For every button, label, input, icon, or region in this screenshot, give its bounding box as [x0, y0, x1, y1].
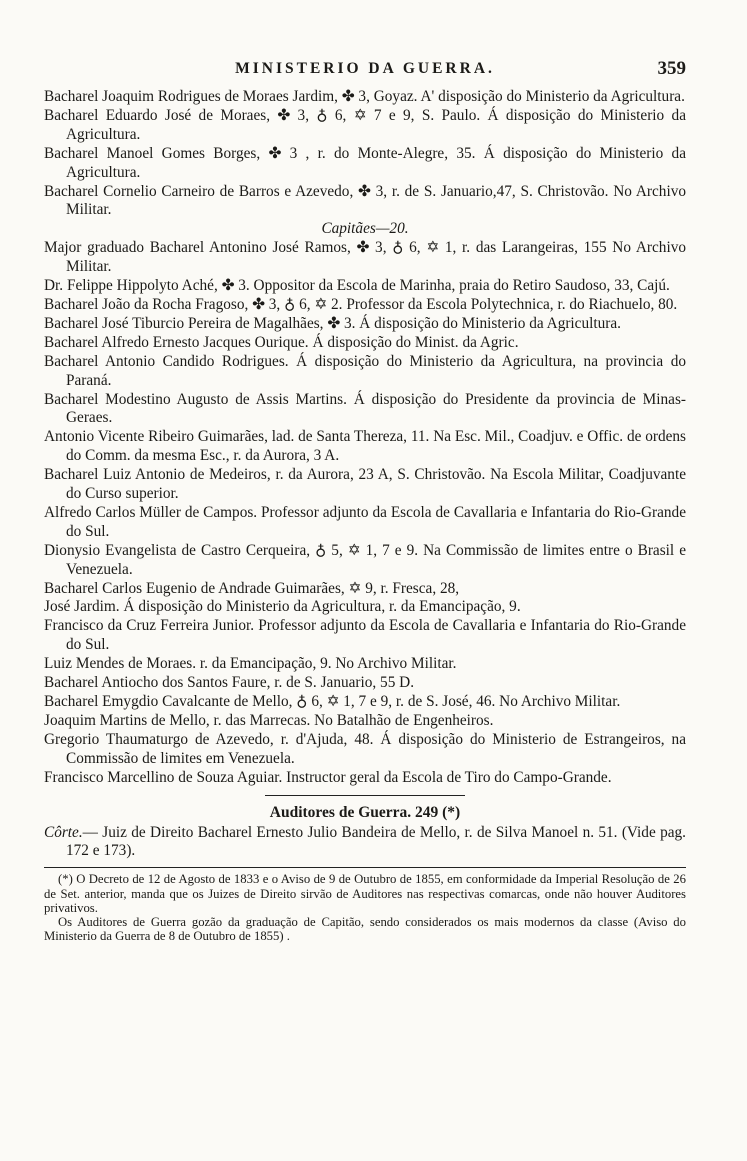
page-number: 359	[657, 58, 686, 79]
list-item: José Jardim. Á disposição do Ministerio da Agricultura, r. da Emancipação, 9.	[44, 598, 521, 616]
list-item: Gregorio Thaumaturgo de Azevedo, r. d'Ajuda, 48. Á disposição do Ministerio de Estrangeiros, na Commissão de limites em Venezuela.	[44, 730, 686, 767]
entries-list	[44, 88, 686, 788]
list-item: Bacharel Eduardo José de Moraes, ✤ 3, ♁ 6, ✡ 7 e 9, S. Paulo. Á disposição do Ministerio da Agricultura.	[44, 106, 686, 143]
footnote-paragraph-2: Os Auditores de Guerra gozão da graduação de Capitão, sendo considerados os mais modernos da classe (Aviso do Ministerio da Guerra de 8 de Outubro de 1855) .	[44, 914, 686, 944]
list-item: Joaquim Martins de Mello, r. das Marrecas. No Batalhão de Engenheiros.	[44, 711, 494, 729]
list-item: Bacharel Carlos Eugenio de Andrade Guimarães, ✡ 9, r. Fresca, 28,	[44, 579, 460, 597]
list-item: Bacharel Antonio Candido Rodrigues. Á disposição do Ministerio da Agricultura, na provincia do Paraná.	[44, 352, 686, 389]
list-item: Dr. Felippe Hippolyto Aché, ✤ 3. Oppositor da Escola de Marinha, praia do Retiro Saudoso, 33, Cajú.	[44, 277, 670, 295]
list-item: Luiz Mendes de Moraes. r. da Emancipação, 9. No Archivo Militar.	[44, 655, 457, 673]
page-header	[44, 58, 686, 88]
footnote	[44, 872, 686, 943]
list-item: Bacharel Modestino Augusto de Assis Martins. Á disposição do Presidente da provincia de Minas-Geraes.	[44, 390, 686, 427]
list-item: Bacharel Antiocho dos Santos Faure, r. de S. Januario, 55 D.	[44, 674, 415, 692]
document-page	[44, 58, 686, 943]
list-item: Alfredo Carlos Müller de Campos. Professor adjunto da Escola de Cavallaria e Infantaria do Rio-Grande do Sul.	[44, 503, 686, 540]
list-item: Bacharel João da Rocha Fragoso, ✤ 3, ♁ 6, ✡ 2. Professor da Escola Polytechnica, r. do Riachuelo, 80.	[44, 295, 678, 313]
list-item: Major graduado Bacharel Antonino José Ramos, ✤ 3, ♁ 6, ✡ 1, r. das Larangeiras, 155 No Archivo Militar.	[44, 239, 686, 276]
list-item: Bacharel Alfredo Ernesto Jacques Ourique. Á disposição do Minist. da Agric.	[44, 333, 519, 351]
page-title: MINISTERIO DA GUERRA.	[235, 60, 495, 77]
captain-entries	[44, 239, 686, 787]
top-entries	[44, 88, 686, 220]
auditors-heading: Auditores de Guerra. 249 (*)	[269, 803, 461, 821]
list-item: Bacharel Luiz Antonio de Medeiros, r. da Aurora, 23 A, S. Christovão. Na Escola Militar, Coadjuvante do Curso superior.	[44, 466, 686, 503]
list-item: Bacharel Manoel Gomes Borges, ✤ 3 , r. do Monte-Alegre, 35. Á disposição do Ministerio da Agricultura.	[44, 144, 686, 181]
footnote-divider	[44, 867, 686, 868]
list-item: Bacharel José Tiburcio Pereira de Magalhães, ✤ 3. Á disposição do Ministerio da Agricultura.	[44, 314, 621, 332]
list-item: Bacharel Cornelio Carneiro de Barros e Azevedo, ✤ 3, r. de S. Januario,47, S. Christovão. No Archivo Militar.	[44, 182, 686, 219]
list-item: Dionysio Evangelista de Castro Cerqueira, ♁ 5, ✡ 1, 7 e 9. Na Commissão de limites entre o Brasil e Venezuela.	[44, 541, 686, 578]
footnote-paragraph-1: (*) O Decreto de 12 de Agosto de 1833 e o Aviso de 9 de Outubro de 1855, em conformidade da Imperial Resolução de 26 de Set. anterior, manda que os Juizes de Direito sirvão de Auditores nas respectivas comarcas, onde não houver Auditores privativos.	[44, 872, 686, 915]
list-item: Bacharel Joaquim Rodrigues de Moraes Jardim, ✤ 3, Goyaz. A' disposição do Ministerio da Agricultura.	[44, 88, 685, 105]
section-divider	[265, 795, 465, 796]
list-item: Francisco Marcellino de Souza Aguiar. Instructor geral da Escola de Tiro do Campo-Grande.	[44, 768, 612, 786]
corte-label: Côrte.	[44, 823, 83, 841]
list-item: Bacharel Emygdio Cavalcante de Mello, ♁ 6, ✡ 1, 7 e 9, r. de S. José, 46. No Archivo Militar.	[44, 693, 621, 710]
auditors-entry	[44, 824, 686, 862]
captains-caption: Capitães—20.	[321, 220, 409, 238]
list-item: Antonio Vicente Ribeiro Guimarães, lad. de Santa Thereza, 11. Na Esc. Mil., Coadjuv. e Offic. de ordens do Comm. da mesma Esc., r. da Aurora, 3 A.	[44, 428, 686, 465]
corte-text: — Juiz de Direito Bacharel Ernesto Julio Bandeira de Mello, r. de Silva Manoel n. 51. (Vide pag. 172 e 173).	[66, 823, 686, 860]
list-item: Francisco da Cruz Ferreira Junior. Professor adjunto da Escola de Cavallaria e Infantaria do Rio-Grande do Sul.	[44, 617, 686, 654]
